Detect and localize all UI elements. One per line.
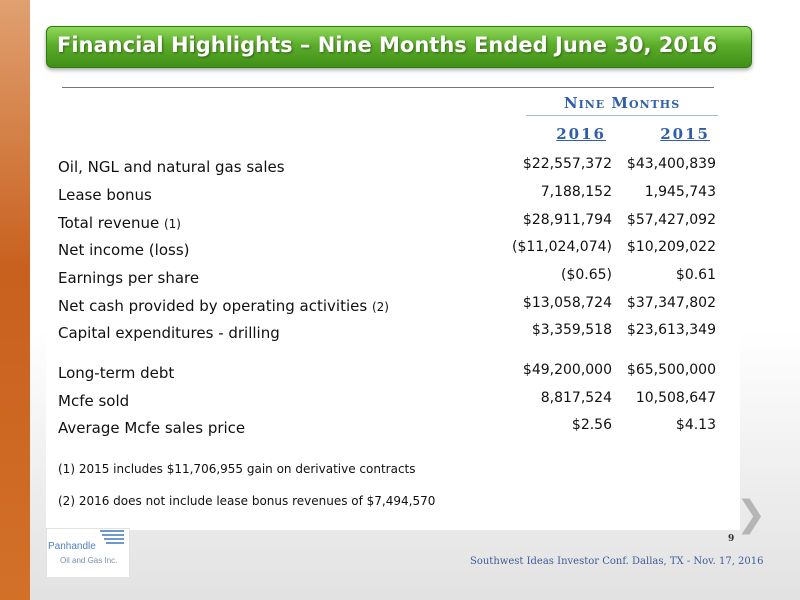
row-value-2015: $4.13 (675, 417, 716, 433)
logo-subname: Oil and Gas Inc. (60, 556, 118, 565)
year-header-2015: 2015 (660, 125, 710, 143)
row-label-text: Long-term debt (58, 364, 175, 382)
title-bar (46, 26, 752, 68)
row-note: (2) (371, 300, 389, 314)
left-accent-bar (0, 0, 30, 600)
row-value-2015: $10,209,022 (626, 239, 716, 255)
row-label-mcfe-sold (58, 392, 129, 410)
row-note: (1) (163, 217, 181, 231)
row-label-text: Total revenue (58, 214, 164, 232)
row-value-2015: $37,347,802 (626, 295, 716, 311)
row-value-2016: ($0.65) (560, 267, 612, 283)
row-label-operating-cash (58, 297, 389, 315)
row-label-text: Net cash provided by operating activities (58, 297, 372, 315)
row-value-2016: $2.56 (571, 417, 612, 433)
row-label-net-income (58, 241, 189, 259)
chevron-right-icon[interactable]: ❯ (736, 494, 767, 535)
row-value-2016: $3,359,518 (531, 322, 612, 338)
year-header-2016: 2016 (556, 125, 606, 143)
footer-event-text: Southwest Ideas Investor Conf. Dallas, TX - Nov. 17, 2016 (470, 556, 764, 567)
period-header-text: Nine Months (563, 94, 681, 112)
row-label-text: Oil, NGL and natural gas sales (58, 158, 285, 176)
row-label-lease-bonus (58, 186, 152, 204)
row-value-2016: $13,058,724 (522, 295, 612, 311)
row-value-2016: 8,817,524 (540, 390, 612, 406)
row-label-capex (58, 324, 280, 342)
page-number: 9 (728, 534, 735, 544)
row-value-2015: $43,400,839 (626, 156, 716, 172)
row-label-total-revenue (58, 214, 181, 232)
footnote-1: (1) 2015 includes $11,706,955 gain on derivative contracts (58, 462, 416, 476)
row-value-2015: $57,427,092 (626, 212, 716, 228)
row-label-text: Capital expenditures - drilling (58, 324, 280, 342)
row-value-2016: $49,200,000 (522, 362, 612, 378)
row-value-2015: 1,945,743 (644, 184, 716, 200)
row-value-2015: $23,613,349 (626, 322, 716, 338)
row-value-2016: 7,188,152 (540, 184, 612, 200)
period-underline (526, 115, 718, 116)
row-value-2015: $0.61 (675, 267, 716, 283)
row-value-2015: $65,500,000 (626, 362, 716, 378)
row-value-2016: ($11,024,074) (512, 239, 612, 255)
row-value-2015: 10,508,647 (635, 390, 716, 406)
row-label-text: Earnings per share (58, 269, 200, 287)
row-value-2016: $22,557,372 (522, 156, 612, 172)
row-label-long-term-debt (58, 364, 174, 382)
row-label-text: Lease bonus (58, 186, 152, 204)
row-value-2016: $28,911,794 (522, 212, 612, 228)
period-header (526, 94, 718, 112)
footnote-2: (2) 2016 does not include lease bonus revenues of $7,494,570 (58, 494, 436, 508)
slide-title: Financial Highlights – Nine Months Ended June 30, 2016 (57, 33, 718, 57)
row-label-text: Mcfe sold (58, 392, 130, 410)
row-label-eps (58, 269, 199, 287)
top-divider (62, 87, 714, 88)
row-label-text: Average Mcfe sales price (58, 419, 246, 437)
logo-name: Panhandle (48, 541, 96, 552)
row-label-sales (58, 158, 285, 176)
row-label-avg-price (58, 419, 245, 437)
row-label-text: Net income (loss) (58, 241, 190, 259)
